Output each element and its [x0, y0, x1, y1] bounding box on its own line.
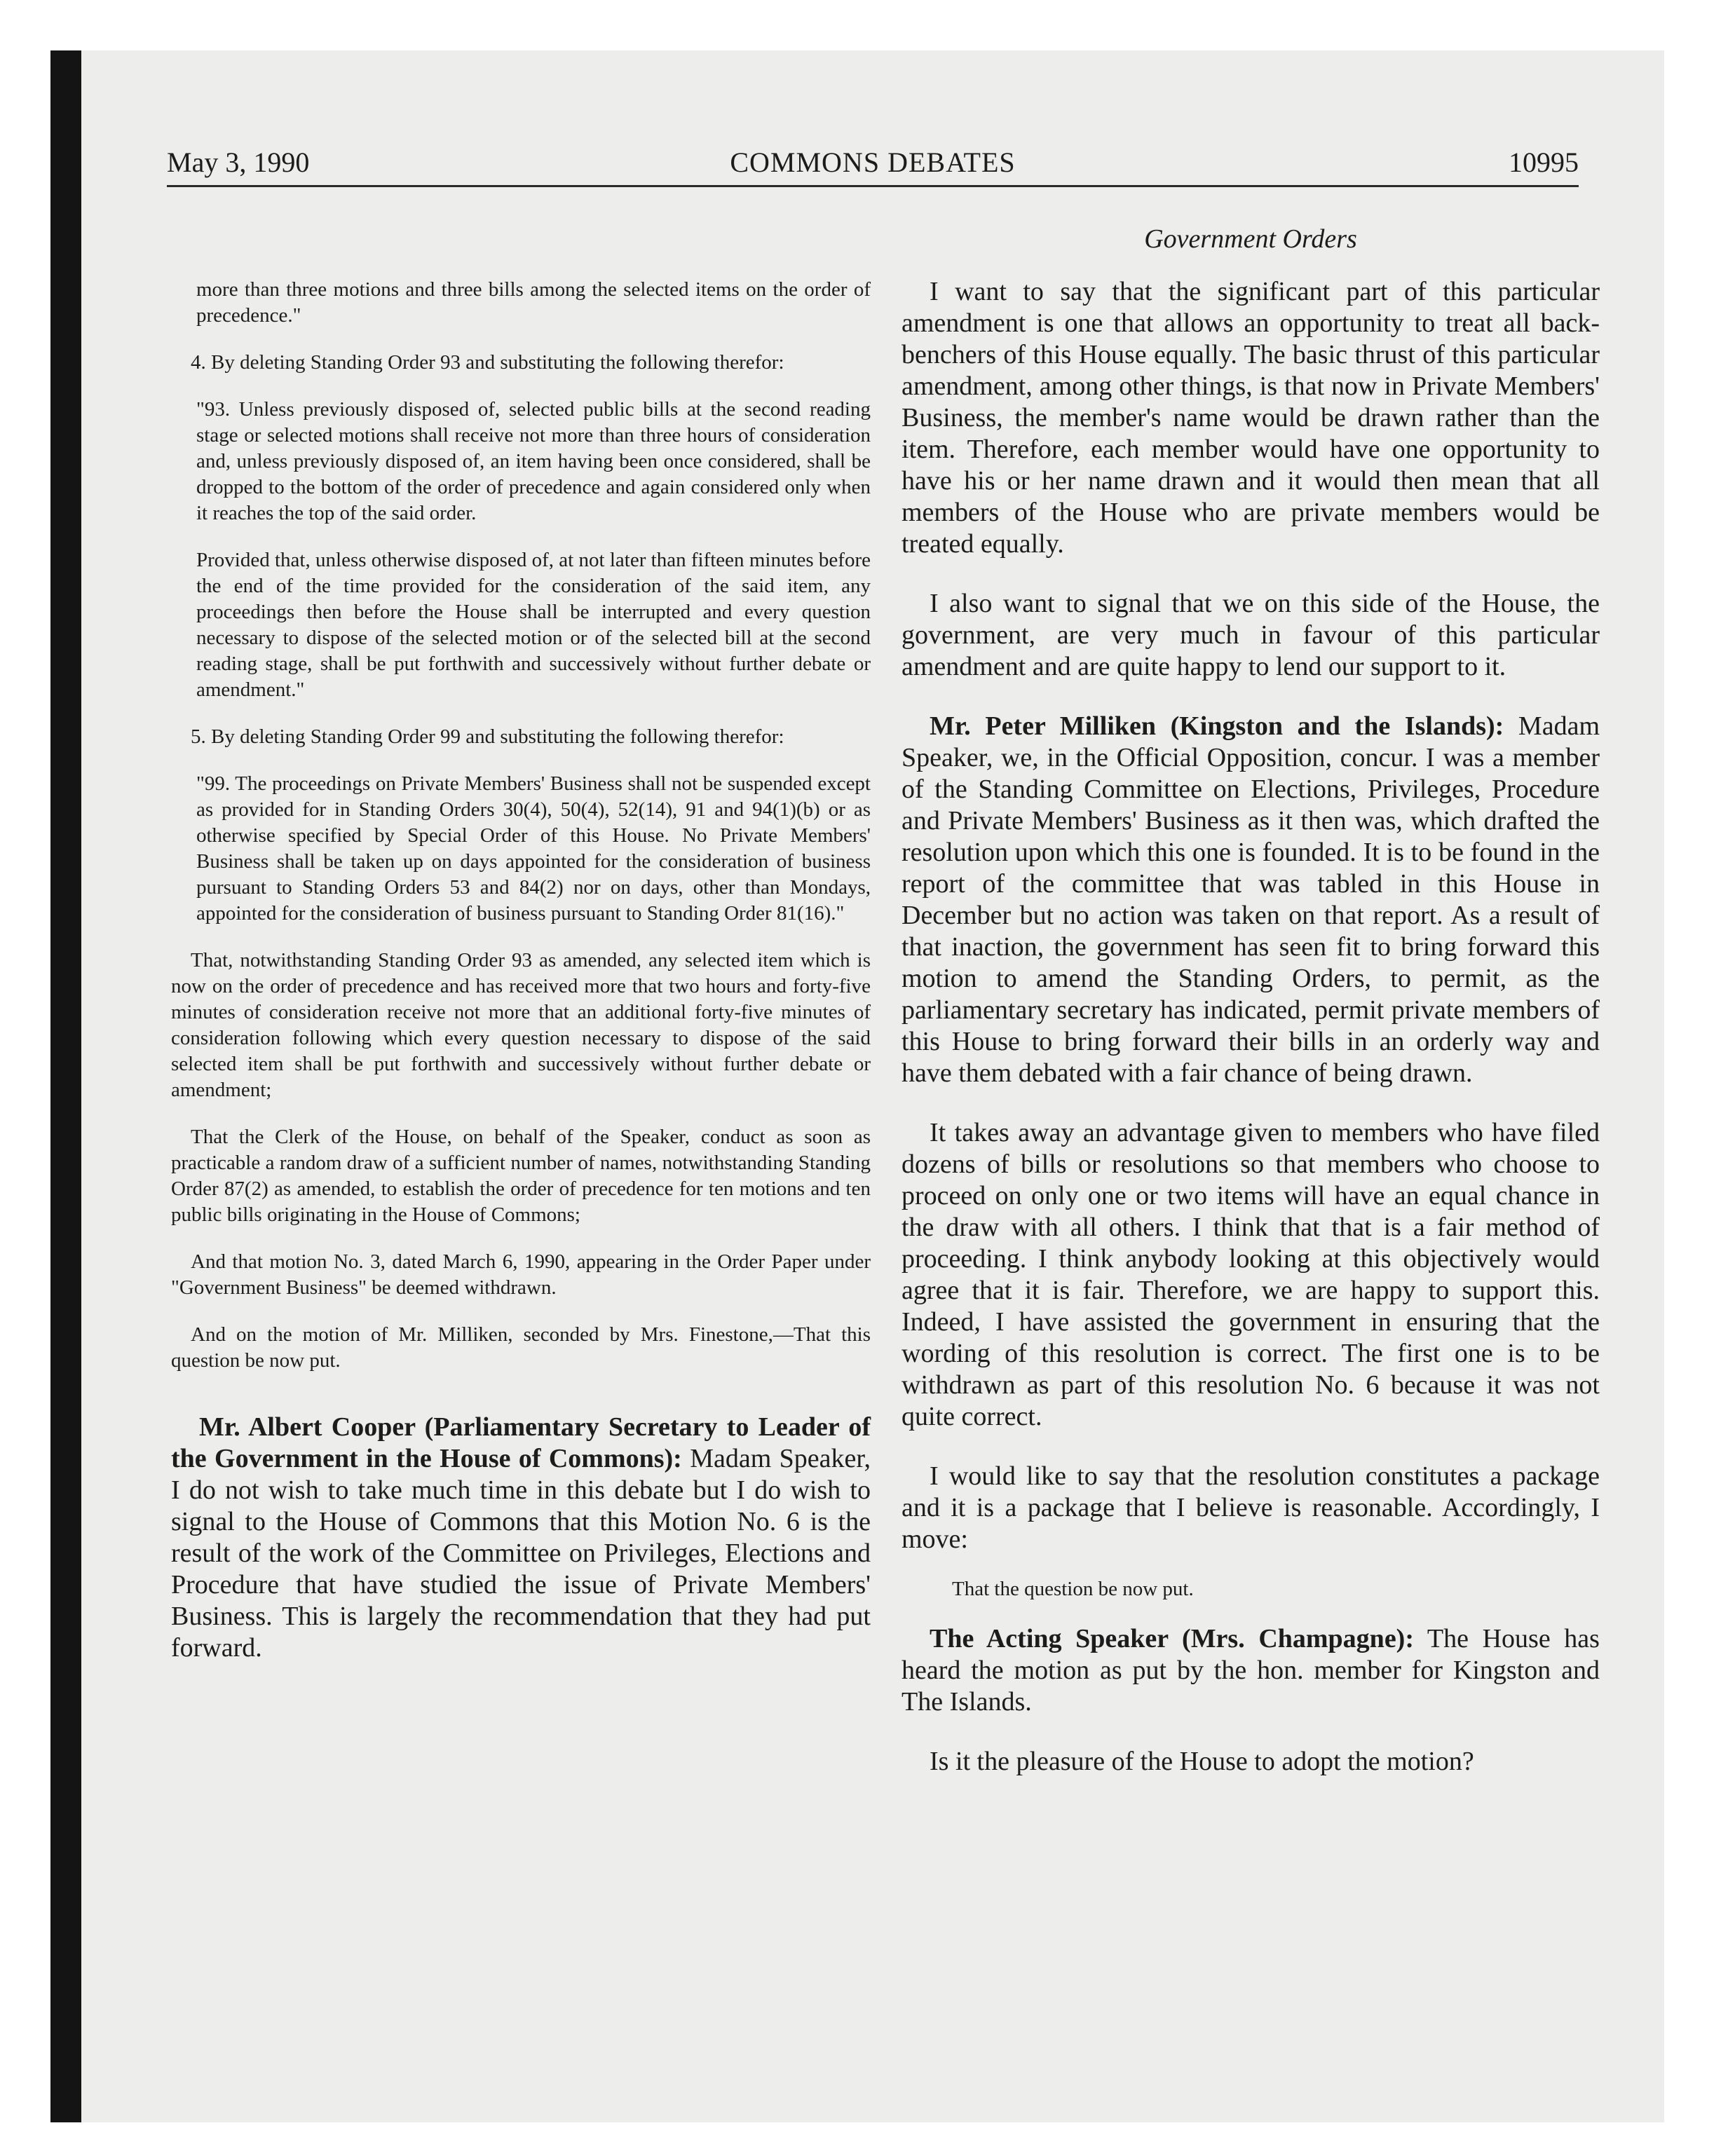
speech-milliken-text: Madam Speaker, we, in the Official Opposition, concur. I was a member of the Standing Committee on Elections, Privileges, Procedure and Private Members' Business as it then was, which drafted the resolution upon which this one is founded. It is to be found in the report of the committee that was tabled in this House in December but no action was taken on that report. As a result of that inaction, the government has seen fit to bring forward this motion to amend the Standing Orders, to permit, as the parliamentary secretary has indicated, permit private members of this House to bring forward their bills in an orderly way and have them debated with a fair chance of being drawn.: [901, 711, 1600, 1088]
left-column: [171, 277, 871, 1664]
right-paragraph-2: I also want to signal that we on this side of the House, the government, are very much in favour of this particular amendment and are quite happy to lend our support to it.: [901, 589, 1600, 681]
left-paragraph-2: 4. By deleting Standing Order 93 and substituting the following therefor:: [191, 351, 784, 374]
speech-acting-speaker-text: The House has heard the motion as put by the hon. member for Kingston and The Islands.: [901, 1624, 1600, 1717]
left-paragraph-8: That the Clerk of the House, on behalf of the Speaker, conduct as soon as practicable a random draw of a sufficient number of names, notwithstanding Standing Order 87(2) as amended, to establish the order of precedence for ten motions and ten public bills originating in the House of Commons;: [171, 1126, 871, 1226]
left-paragraph-3: "93. Unless previously disposed of, selected public bills at the second reading stage or selected motions shall receive not more than three hours of consideration and, unless previously disposed of, an item having been once considered, shall be dropped to the bottom of the order of precedence and again considered only when it reaches the top of the said order.: [196, 398, 871, 524]
left-paragraph-4: Provided that, unless otherwise disposed of, at not later than fifteen minutes before the end of the time provided for the consideration of the said item, any proceedings then before the House shall be interrupted and every question necessary to dispose of the selected motion or of the selected bill at the second reading stage, shall be put forthwith and successively without further debate or amendment.": [196, 549, 871, 701]
left-paragraph-1: more than three motions and three bills among the selected items on the order of precedence.": [196, 278, 871, 327]
speaker-cooper: Mr. Albert Cooper (Parliamentary Secretary to Leader of the Government in the House of Commons):: [171, 1412, 871, 1473]
header-date: May 3, 1990: [167, 146, 310, 178]
right-paragraph-7: Is it the pleasure of the House to adopt the motion?: [930, 1747, 1474, 1776]
header-title: COMMONS DEBATES: [730, 146, 1016, 178]
speech-cooper-text: Madam Speaker, I do not wish to take much time in this debate but I do wish to signal to the House of Commons that this Motion No. 6 is the result of the work of the Committee on Privileges, Elections and Procedure that have studied the issue of Private Members' Business. This is largely the recommendation that they had put forward.: [171, 1444, 871, 1663]
left-paragraph-5: 5. By deleting Standing Order 99 and substituting the following therefor:: [191, 725, 784, 748]
page-header: [167, 139, 1579, 187]
speech-cooper: [171, 1412, 871, 1664]
speech-milliken: [901, 711, 1600, 1089]
right-paragraph-1: I want to say that the significant part of this particular amendment is one that allows an opportunity to treat all back-benchers of this House equally. The basic thrust of this particular amendment, among other things, is that now in Private Members' Business, the member's name would be drawn rather than the item. Therefore, each member would have one opportunity to have his or her name drawn and it would then mean that all members of the House who are private members would be treated equally.: [901, 277, 1600, 559]
right-paragraph-4: It takes away an advantage given to members who have filed dozens of bills or resolutions so that members who choose to proceed on only one or two items will have an equal chance in the draw with all others. I think that that is a fair method of proceeding. I think anybody looking at this objectively would agree that it is fair. Therefore, we are happy to support this. Indeed, I have assisted the government in ensuring that the wording of this resolution is correct. The first one is to be withdrawn as part of this resolution No. 6 because it was not quite correct.: [901, 1118, 1600, 1431]
motion-text: That the question be now put.: [952, 1578, 1194, 1600]
left-paragraph-10: And on the motion of Mr. Milliken, seconded by Mrs. Finestone,—That this question be now put.: [171, 1323, 871, 1372]
scan-edge-bar: [50, 50, 81, 2122]
speaker-acting-speaker: The Acting Speaker (Mrs. Champagne):: [930, 1624, 1414, 1653]
left-paragraph-6: "99. The proceedings on Private Members' Business shall not be suspended except as provided for in Standing Orders 30(4), 50(4), 52(14), 91 and 94(1)(b) or as otherwise specified by Special Order of this House. No Private Members' Business shall be taken up on days appointed for the consideration of business pursuant to Standing Orders 53 and 84(2) nor on days, other than Mondays, appointed for the consideration of business pursuant to Standing Order 81(16).": [196, 772, 871, 925]
speech-acting-speaker: [901, 1623, 1600, 1718]
right-paragraph-5: I would like to say that the resolution constitutes a package and it is a package that I believe is reasonable. Accordingly, I move:: [901, 1461, 1600, 1554]
right-column: [901, 223, 1600, 1778]
header-page-number: 10995: [1509, 146, 1579, 178]
speaker-milliken: Mr. Peter Milliken (Kingston and the Islands):: [930, 711, 1504, 741]
left-paragraph-7: That, notwithstanding Standing Order 93 as amended, any selected item which is now on the order of precedence and has received more that two hours and forty-five minutes of consideration receive not more that an additional forty-five minutes of consideration following which every question necessary to dispose of the said selected item shall be put forthwith and successively without further debate or amendment;: [171, 949, 871, 1101]
left-paragraph-9: And that motion No. 3, dated March 6, 1990, appearing in the Order Paper under "Government Business" be deemed withdrawn.: [171, 1250, 871, 1299]
section-heading: Government Orders: [1144, 224, 1357, 254]
